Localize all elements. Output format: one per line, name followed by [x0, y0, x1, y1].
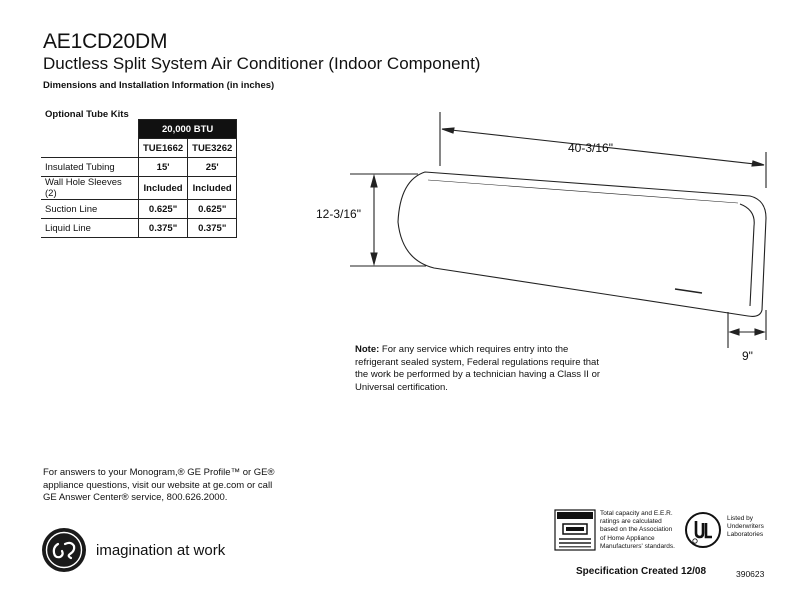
document-number: 390623 [736, 569, 765, 579]
unit-front-edge [740, 204, 754, 306]
arrowhead [371, 176, 377, 187]
row-label: Liquid Line [41, 219, 139, 238]
table-row [41, 200, 237, 219]
section-subheading: Dimensions and Installation Information (in inches) [43, 80, 275, 91]
note-text: For any service which requires entry into the refrigerant sealed system, Federal regulations require that the work be performed by a technician having a Class II or Universal certification. [355, 344, 601, 393]
aham-statement: Total capacity and E.E.R. ratings are calculated based on the Association of Home Appliance Manufacturers' standards. [600, 510, 675, 550]
contact-info: For answers to your Monogram,® GE Profile™ or GE® appliance questions, visit our website at ge.com or call GE Answer Center® service, 800.626.2000. [43, 467, 275, 503]
spec-created-date: Specification Created 12/08 [576, 566, 707, 577]
table-row [41, 158, 237, 177]
cell-value: 25' [188, 158, 237, 177]
model-number: AE1CD20DM [43, 30, 168, 53]
table-row [41, 177, 237, 200]
tube-kits-title: Optional Tube Kits [45, 109, 129, 120]
aham-seal-icon [554, 509, 596, 551]
kit-model-1: TUE1662 [139, 139, 188, 158]
cell-value: 0.375" [139, 219, 188, 238]
depth-dimension-label: 9" [742, 349, 753, 363]
table-model-row [41, 139, 237, 158]
arrowhead [752, 161, 764, 166]
ge-tagline: imagination at work [96, 542, 226, 559]
arrowhead [371, 253, 377, 264]
arrowhead [442, 128, 454, 133]
service-note [355, 344, 607, 394]
row-label: Insulated Tubing [41, 158, 139, 177]
cell-value: Included [139, 177, 188, 200]
cell-value: 15' [139, 158, 188, 177]
cell-value: 0.625" [188, 200, 237, 219]
table-row [41, 219, 237, 238]
unit-badge [675, 289, 702, 293]
width-dimension-label: 40-3/16" [568, 141, 613, 155]
cell-value: 0.375" [188, 219, 237, 238]
kit-model-2: TUE3262 [188, 139, 237, 158]
row-label: Suction Line [41, 200, 139, 219]
ge-logo-icon [41, 527, 87, 573]
indoor-unit-drawing [316, 100, 800, 370]
cell-value: Included [188, 177, 237, 200]
note-label: Note: [355, 344, 380, 355]
table-header-row [41, 120, 237, 139]
height-dimension-label: 12-3/16" [316, 207, 361, 221]
ul-listed-icon [684, 511, 722, 549]
arrowhead [730, 329, 739, 335]
arrowhead [755, 329, 764, 335]
btu-header: 20,000 BTU [139, 120, 237, 139]
cell-value: 0.625" [139, 200, 188, 219]
tube-kits-table [41, 119, 237, 238]
product-title: Ductless Split System Air Conditioner (Indoor Component) [43, 54, 481, 73]
ul-statement: Listed by Underwriters Laboratories [727, 515, 764, 539]
row-label: Wall Hole Sleeves (2) [41, 177, 139, 200]
unit-body-outline [398, 172, 766, 316]
